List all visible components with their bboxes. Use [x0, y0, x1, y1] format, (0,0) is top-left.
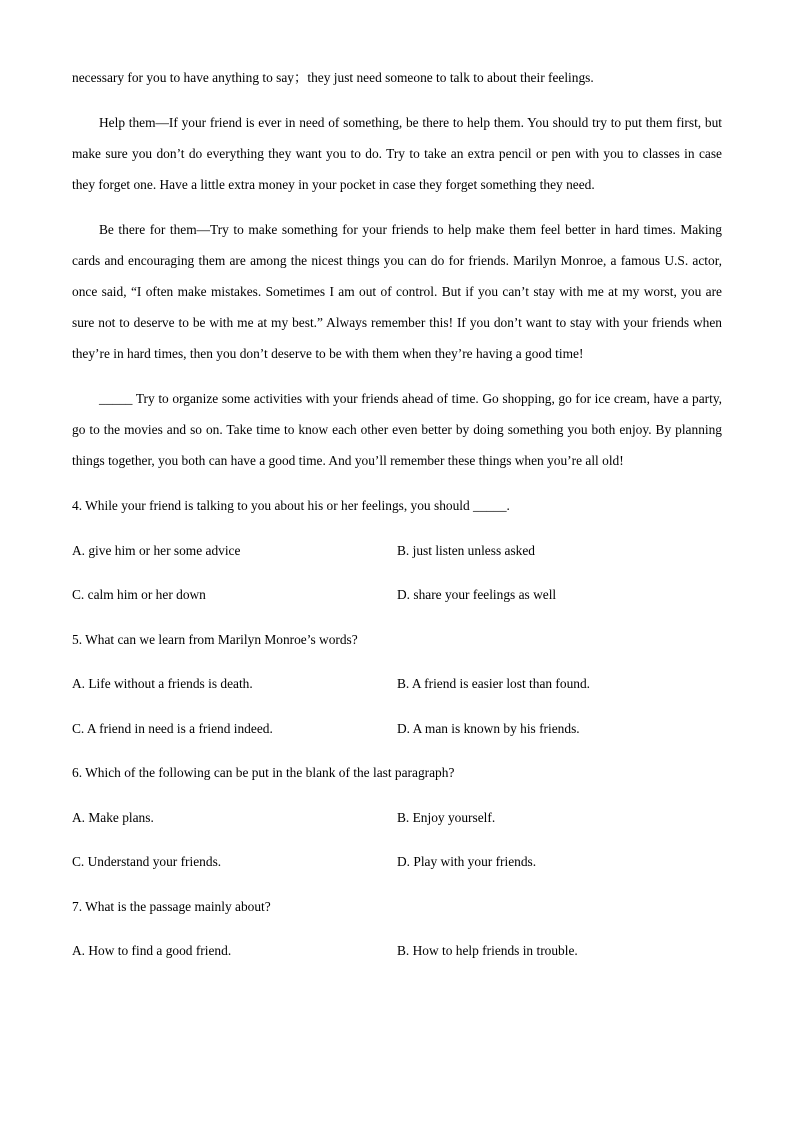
option-c: C. A friend in need is a friend indeed.	[72, 720, 273, 736]
question-stem: 6. Which of the following can be put in the blank of the last paragraph?	[72, 765, 455, 780]
options-row	[72, 935, 722, 966]
option-d: D. A man is known by his friends.	[397, 720, 580, 736]
passage-continuation: necessary for you to have anything to say；they just need someone to talk to about their feelings.	[72, 70, 594, 85]
passage-paragraph-blank: _____ Try to organize some activities with your friends ahead of time. Go shopping, go for ice cream, have a party, go to the movies and so on. Take time to know each other even better by doing something you both enjoy. By planning things together, you both can have a good time. And you’ll remember these things when you’re all old!	[72, 391, 722, 468]
option-a: A. Make plans.	[72, 809, 154, 825]
options-row	[72, 846, 722, 877]
option-b: B. just listen unless asked	[397, 542, 535, 558]
question-4	[72, 490, 722, 610]
options-row	[72, 668, 722, 699]
passage-paragraph-be-there: Be there for them—Try to make something for your friends to help make them feel better in hard times. Making cards and encouraging them are among the nicest things you can do for friends. Marilyn Monroe, a famous U.S. actor, once said, “I often make mistakes. Sometimes I am out of control. But if you can’t stay with me at my worst, you are sure not to deserve to be with me at my best.” Always remember this! If you don’t want to stay with your friends when they’re in hard times, then you don’t deserve to be with them when they’re having a good time!	[72, 222, 722, 361]
question-5	[72, 624, 722, 744]
option-b: B. How to help friends in trouble.	[397, 943, 578, 958]
document-content	[72, 62, 722, 980]
options-row	[72, 713, 722, 744]
option-d: D. share your feelings as well	[397, 587, 557, 602]
options-row	[72, 802, 722, 833]
option-b: B. Enjoy yourself.	[397, 809, 496, 825]
question-stem: 4. While your friend is talking to you about his or her feelings, you should _____.	[72, 498, 510, 513]
option-a: A. How to find a good friend.	[72, 943, 232, 958]
question-6	[72, 757, 722, 877]
option-d: D. Play with your friends.	[397, 854, 537, 869]
option-c: C. calm him or her down	[72, 587, 206, 602]
question-stem: 7. What is the passage mainly about?	[72, 898, 271, 914]
options-row	[72, 535, 722, 566]
option-c: C. Understand your friends.	[72, 854, 222, 869]
question-7	[72, 891, 722, 967]
passage-paragraph-help-them: Help them—If your friend is ever in need of something, be there to help them. You should try to put them first, but make sure you don’t do everything they want you to do. Try to take an extra pencil or pen with you to classes in case they forget one. Have a little extra money in your pocket in case they forget something they need.	[72, 115, 722, 192]
option-b: B. A friend is easier lost than found.	[397, 676, 591, 691]
option-a: A. Life without a friends is death.	[72, 676, 253, 691]
option-a: A. give him or her some advice	[72, 542, 241, 558]
options-row	[72, 579, 722, 610]
question-stem: 5. What can we learn from Marilyn Monroe’s words?	[72, 631, 358, 647]
